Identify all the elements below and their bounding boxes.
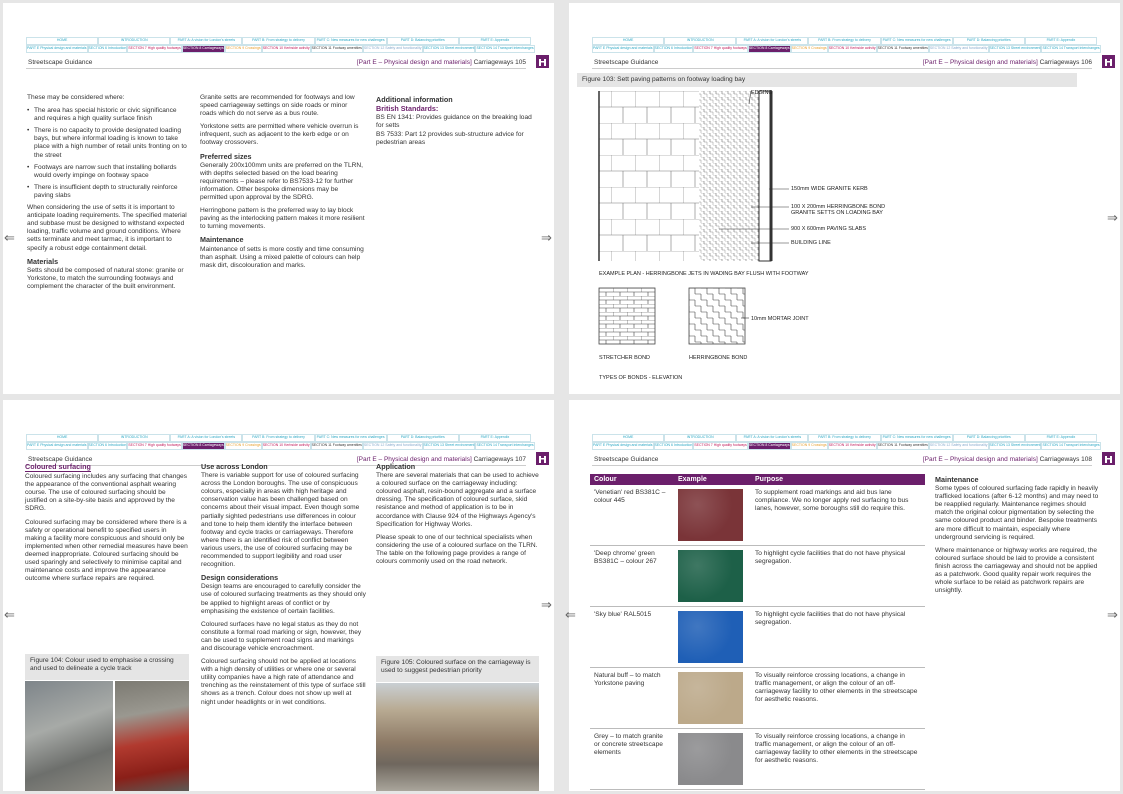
table-row: [590, 485, 925, 546]
crossing-photo: [25, 681, 113, 791]
body-text: Please speak to one of our technical specialists when considering the use of a coloured surface on the TLRN. The table on the following page provides a range of colours commonly used on the road network.: [376, 533, 538, 566]
nav-intro[interactable]: INTRODUCTION: [98, 37, 170, 45]
swatch: [678, 733, 743, 785]
table-row: [590, 668, 925, 729]
pedestrian-priority-photo: [376, 683, 539, 791]
cell-colour: 'Deep chrome' green BS381C – colour 267: [590, 546, 674, 607]
heading-application: Application: [376, 462, 416, 471]
nav-home[interactable]: HOME: [592, 37, 664, 45]
figure-104-caption: Figure 104: Colour used to emphasise a crossing and used to delineate a cycle track: [25, 654, 189, 680]
page-108: [565, 400, 1120, 791]
label-herringbone: HERRINGBONE BOND: [689, 355, 748, 361]
nav-part-e-physical[interactable]: PART E Physical design and materials: [26, 45, 88, 53]
label-building-line: BUILDING LINE: [791, 240, 831, 246]
prev-page-arrow-icon[interactable]: ⇐: [565, 607, 576, 622]
intro-text: These may be considered where:: [27, 94, 125, 101]
next-page-arrow-icon[interactable]: ⇒: [541, 597, 552, 612]
col-3: [376, 94, 541, 153]
bullet-list: [27, 107, 189, 200]
part-label: [Part E – Physical design and materials]: [356, 456, 472, 463]
plan-caption: EXAMPLE PLAN - HERRINGBONE JETS IN WADING BAY FLUSH WITH FOOTWAY: [599, 271, 809, 277]
nav-part-d[interactable]: PART D: Balancing priorities: [387, 434, 459, 442]
nav-section-14[interactable]: SECTION 14 Transport interchanges: [475, 45, 534, 53]
nav-part-a[interactable]: PART A: A vision for London's streets: [170, 434, 242, 442]
nav-section-11[interactable]: SECTION 11 Footway amenities: [877, 45, 929, 53]
cycle-track-photo: [115, 681, 189, 791]
cell-colour: Grey – to match granite or concrete streetscape elements: [590, 729, 674, 790]
label-mortar: 10mm MORTAR JOINT: [751, 316, 809, 322]
nav-section-12[interactable]: SECTION 12 Safety and functionality: [363, 442, 423, 450]
nav-part-d[interactable]: PART D: Balancing priorities: [953, 37, 1025, 45]
nav-part-a[interactable]: PART A: A vision for London's streets: [170, 37, 242, 45]
nav-part-e[interactable]: PART E: Appendix: [459, 434, 531, 442]
page-number: 106: [1081, 59, 1092, 66]
next-page-arrow-icon[interactable]: ⇒: [1107, 607, 1118, 622]
heading-materials: Materials: [27, 256, 59, 266]
nav-part-b[interactable]: PART B: From strategy to delivery: [242, 37, 314, 45]
nav-section-10[interactable]: SECTION 10 Kerbside activity: [262, 45, 311, 53]
cell-purpose: To visually reinforce crossing locations, a change in traffic management, or align the colour of an off-carriageway facility to other elements in the streetscape for aesthetic reasons.: [751, 668, 925, 729]
page-header: [592, 58, 1092, 69]
cell-colour: 'Sky blue' RAL5015: [590, 607, 674, 668]
nav-part-d[interactable]: PART D: Balancing priorities: [387, 37, 459, 45]
nav-section-6[interactable]: SECTION 6 Introduction: [88, 45, 128, 53]
nav-section-7[interactable]: SECTION 7 High quality footways: [693, 45, 748, 53]
col-maintenance: [935, 474, 1105, 600]
section-nav: [592, 37, 1100, 53]
table-row: [590, 607, 925, 668]
page-107: [3, 400, 554, 791]
section-label: Carriageways: [1039, 59, 1080, 66]
list-item: • There is insufficient depth to structurally reinforce paving slabs: [27, 184, 189, 200]
cell-colour: Natural buff – to match Yorkstone paving: [590, 668, 674, 729]
nav-part-c[interactable]: PART C: New measures for new challenges: [881, 434, 953, 442]
nav-part-e[interactable]: PART E: Appendix: [1025, 37, 1097, 45]
body-text: There is variable support for use of coloured surfacing across the London boroughs. The use of conspicuous colours, especially in areas with high heritage and conservation value has been challenged based on concerns about their visual impact. Even though some partially sighted pedestrians use differences in colour and tone to help them identify the interface between footway and cycle tracks or carriageways. Therefore where there is an identified risk of conflict between various users, the use of coloured surfacing may be recommended to support legibility and road user recognition.: [201, 472, 360, 569]
nav-intro[interactable]: INTRODUCTION: [664, 37, 736, 45]
col-3: [376, 461, 539, 571]
body-text: BS 7533: Part 12 provides sub-structure advice for pedestrian areas: [376, 131, 524, 147]
nav-section-13[interactable]: SECTION 13 Street environment: [423, 45, 476, 53]
nav-section-11[interactable]: SECTION 11 Footway amenities: [311, 45, 363, 53]
cell-purpose: To visually reinforce crossing locations, a change in traffic management, or align the colour of an off-carriageway facility to other elements in the streetscape for aesthetic reasons.: [751, 729, 925, 790]
nav-section-8[interactable]: SECTION 8 Carriageways: [748, 45, 791, 53]
list-item: • Footways are narrow such that installing bollards would overly impinge on footway space: [27, 164, 189, 180]
cell-purpose: To supplement road markings and aid bus lane compliance. We no longer apply red surfacing to bus lanes, however, some boroughs still do require this.: [751, 485, 925, 546]
label-stretcher: STRETCHER BOND: [599, 355, 651, 361]
body-text: Coloured surfacing may be considered where there is a safety or operational benefit to specified users in making a facility more conspicuous and should only be implemented when other remedial measures have been deemed inappropriate. Coloured surfacing should be used sparingly and selectively to minimise capital and maintenance costs and improve the appearance outcome where surface repairs are required.: [25, 518, 188, 583]
nav-part-a[interactable]: PART A: A vision for London's streets: [736, 434, 808, 442]
nav-section-8[interactable]: SECTION 8 Carriageways: [748, 442, 791, 450]
swatch: [678, 550, 743, 602]
body-text: Maintenance of setts is more costly and time consuming than asphalt. Using a mixed palette of colours can help mask dirt, discolouration and marks.: [200, 245, 364, 269]
nav-section-9[interactable]: SECTION 9 Crossings: [225, 45, 262, 53]
nav-section-14[interactable]: SECTION 14 Transport interchanges: [1041, 45, 1100, 53]
body-text: Yorkstone setts are permitted where vehicle overrun is infrequent, such as adjacent to the kerb edge or on footway crossovers.: [200, 123, 359, 147]
heading-design-considerations: Design considerations: [201, 573, 279, 583]
body-text: Coloured surfacing should not be applied at locations with a high density of utilities or where one or several utility companies have a high rate of attendance and trenching as the reinstatement of this type of surface still shows as a trench. Colour does not show up well at night under headlights or in wet conditions.: [201, 658, 366, 706]
nav-section-6[interactable]: SECTION 6 Introduction: [654, 442, 694, 450]
part-label: [Part E – Physical design and materials]: [356, 59, 472, 66]
cell-example: [674, 607, 751, 668]
doc-title: Streetscape Guidance: [594, 59, 659, 66]
cell-example: [674, 485, 751, 546]
nav-part-e[interactable]: PART E: Appendix: [459, 37, 531, 45]
section-nav: [592, 434, 1100, 450]
next-page-arrow-icon[interactable]: ⇒: [1107, 210, 1118, 225]
tfl-logo-icon: [536, 55, 549, 68]
nav-section-8[interactable]: SECTION 8 Carriageways: [182, 45, 225, 53]
nav-part-b[interactable]: PART B: From strategy to delivery: [808, 37, 880, 45]
swatch: [678, 489, 743, 541]
nav-intro[interactable]: INTRODUCTION: [98, 434, 170, 442]
page-header: [592, 455, 1092, 466]
body-text: There are several materials that can be used to achieve a coloured surface on the carriageway including: coloured asphalt, resin-bound aggregate and a surface dressing. The specification of coloured surface, skid resistance and method of application is to be in accordance with Clause 924 of the Highways Agency's Specification for Highway Works.: [376, 472, 539, 528]
figure-105-caption: Figure 105: Coloured surface on the carriageway is used to suggest pedestrian priority: [376, 656, 539, 682]
section-label: Carriageways: [473, 59, 514, 66]
nav-section-12[interactable]: SECTION 12 Safety and functionality: [929, 442, 989, 450]
body-text: Some types of coloured surfacing fade rapidly in heavily trafficked locations (after 6-12 months) and may need to be reapplied regularly. Maintenance regimes should match the original colour pigmentation by selecting the same coloured product and binder. Bespoke treatments are more difficult to maintain, especially where underground servicing is required.: [935, 485, 1099, 541]
nav-section-10[interactable]: SECTION 10 Kerbside activity: [828, 45, 877, 53]
nav-section-7[interactable]: SECTION 7 High quality footways: [127, 442, 182, 450]
leader-lines: [709, 89, 899, 249]
cell-purpose: To highlight cycle facilities that do not have physical segregation.: [751, 607, 925, 668]
nav-part-a[interactable]: PART A: A vision for London's streets: [736, 37, 808, 45]
body-text: Coloured surfacing includes any surfacing that changes the appearance of the conventional asphalt wearing course. The use of coloured surfacing should be justified on a site-by-site basis and approved by the SDRG.: [25, 473, 188, 513]
heading-additional-info: Additional information: [376, 95, 453, 104]
nav-section-9[interactable]: SECTION 9 Crossings: [791, 442, 828, 450]
nav-section-9[interactable]: SECTION 9 Crossings: [791, 45, 828, 53]
nav-section-6[interactable]: SECTION 6 Introduction: [88, 442, 128, 450]
nav-section-10[interactable]: SECTION 10 Kerbside activity: [262, 442, 311, 450]
swatch: [678, 672, 743, 724]
col-2: [200, 94, 365, 275]
table-row: [590, 546, 925, 607]
nav-section-11[interactable]: SECTION 11 Footway amenities: [877, 442, 929, 450]
body-text: Design teams are encouraged to carefully consider the use of coloured surfacing treatments as they should only be applied to highlight areas of conflict or by emphasising the existence of certain facilities.: [201, 583, 366, 615]
heading-british-standards: British Standards:: [376, 104, 439, 114]
nav-section-8[interactable]: SECTION 8 Carriageways: [182, 442, 225, 450]
nav-part-c[interactable]: PART C: New measures for new challenges: [315, 37, 387, 45]
heading-coloured-surfacing: Coloured surfacing: [25, 462, 91, 471]
heading-use-across-london: Use across London: [201, 462, 268, 471]
body-text: Herringbone pattern is the preferred way to lay block paving as the interlocking pattern makes it more resilient to turning movements.: [200, 207, 365, 231]
body-text: Coloured surfaces have no legal status as they do not constitute a formal road marking or sign, however, they can be used to supplement road signs and markings and discourage vehicle encroachment.: [201, 620, 362, 652]
prev-page-arrow-icon[interactable]: ⇐: [4, 230, 15, 245]
nav-section-13[interactable]: SECTION 13 Street environment: [423, 442, 476, 450]
label-setts-2: GRANITE SETTS ON LOADING BAY: [791, 210, 883, 216]
nav-section-9[interactable]: SECTION 9 Crossings: [225, 442, 262, 450]
nav-part-e-physical[interactable]: PART E Physical design and materials: [592, 442, 654, 450]
colour-table: [590, 474, 925, 790]
page-number: 108: [1081, 456, 1092, 463]
page-number: 107: [515, 456, 526, 463]
label-slabs: 900 X 600mm PAVING SLABS: [791, 226, 866, 232]
body-text: Setts should be composed of natural stone: granite or Yorkstone, to match the surrounding footways and complement the character of the built environment.: [27, 266, 184, 290]
label-kerb: 150mm WIDE GRANITE KERB: [791, 186, 868, 192]
nav-section-14[interactable]: SECTION 14 Transport interchanges: [1041, 442, 1100, 450]
nav-section-12[interactable]: SECTION 12 Safety and functionality: [929, 45, 989, 53]
nav-home[interactable]: HOME: [26, 434, 98, 442]
cell-example: [674, 729, 751, 790]
part-label: [Part E – Physical design and materials]: [922, 59, 1038, 66]
nav-home[interactable]: HOME: [26, 37, 98, 45]
col-1: [25, 461, 189, 588]
nav-intro[interactable]: INTRODUCTION: [664, 434, 736, 442]
doc-title: Streetscape Guidance: [594, 456, 659, 463]
nav-part-e-physical[interactable]: PART E Physical design and materials: [26, 442, 88, 450]
figure-103-caption: Figure 103: Sett paving patterns on footway loading bay: [577, 73, 1077, 87]
next-page-arrow-icon[interactable]: ⇒: [541, 230, 552, 245]
heading-sizes: Preferred sizes: [200, 151, 252, 161]
prev-page-arrow-icon[interactable]: ⇐: [4, 607, 15, 622]
paving-slabs: [599, 91, 699, 261]
cell-example: [674, 668, 751, 729]
nav-home[interactable]: HOME: [592, 434, 664, 442]
page-heading: [923, 58, 1092, 67]
section-nav: [26, 37, 534, 53]
body-text: Granite setts are recommended for footways and low speed carriageway settings on side roads or minor roads which do not serve as a bus route.: [200, 94, 355, 118]
label-setts-1: 100 X 200mm HERRINGBONE BOND: [791, 204, 886, 210]
heading-maintenance: Maintenance: [200, 235, 244, 245]
doc-title: Streetscape Guidance: [28, 59, 93, 66]
herringbone-bond-drawing: [689, 288, 749, 350]
nav-part-d[interactable]: PART D: Balancing priorities: [953, 434, 1025, 442]
cell-example: [674, 546, 751, 607]
doc-title: Streetscape Guidance: [28, 456, 93, 463]
page-header: [26, 58, 526, 69]
col-1: [27, 94, 189, 296]
nav-part-b[interactable]: PART B: From strategy to delivery: [808, 434, 880, 442]
label-edging: EDGING: [751, 90, 773, 96]
list-item: • There is no capacity to provide designated loading bays, but where informal loading is known to take place with a high number of retail units fronting on to the street: [27, 127, 189, 159]
page-heading: [923, 455, 1092, 464]
nav-part-c[interactable]: PART C: New measures for new challenges: [881, 37, 953, 45]
nav-section-11[interactable]: SECTION 11 Footway amenities: [311, 442, 363, 450]
swatch: [678, 611, 743, 663]
nav-section-13[interactable]: SECTION 13 Street environment: [989, 45, 1042, 53]
nav-part-b[interactable]: PART B: From strategy to delivery: [242, 434, 314, 442]
nav-part-e-physical[interactable]: PART E Physical design and materials: [592, 45, 654, 53]
nav-section-10[interactable]: SECTION 10 Kerbside activity: [828, 442, 877, 450]
stretcher-bond-drawing: [599, 288, 659, 350]
page-number: 105: [515, 59, 526, 66]
nav-section-7[interactable]: SECTION 7 High quality footways: [693, 442, 748, 450]
nav-section-12[interactable]: SECTION 12 Safety and functionality: [363, 45, 423, 53]
page-105: [3, 3, 554, 394]
table-row: [590, 729, 925, 790]
col-2: [201, 461, 366, 712]
page-106: [569, 3, 1120, 394]
section-nav: [26, 434, 534, 450]
section-label: Carriageways: [1039, 456, 1080, 463]
body-text: Generally 200x100mm units are preferred on the TLRN, with depths selected based on the load bearing requirements – please refer to BS7533-12 for further information. Other bespoke dimensions may be permitted upon approval by the SDRG.: [200, 161, 363, 202]
nav-section-14[interactable]: SECTION 14 Transport interchanges: [475, 442, 534, 450]
part-label: [Part E – Physical design and materials]: [922, 456, 1038, 463]
body-text: BS EN 1341: Provides guidance on the breaking load for setts: [376, 114, 532, 130]
bonds-caption: TYPES OF BONDS - ELEVATION: [599, 375, 683, 381]
th-purpose: Purpose: [751, 474, 925, 485]
section-label: Carriageways: [473, 456, 514, 463]
heading-maintenance: Maintenance: [935, 475, 979, 484]
th-example: Example: [674, 474, 751, 485]
cell-purpose: To highlight cycle facilities that do not have physical segregation.: [751, 546, 925, 607]
nav-section-7[interactable]: SECTION 7 High quality footways: [127, 45, 182, 53]
tfl-logo-icon: [1102, 452, 1115, 465]
list-item: • The area has special historic or civic significance and requires a high quality surface finish: [27, 107, 189, 123]
nav-section-13[interactable]: SECTION 13 Street environment: [989, 442, 1042, 450]
page-heading: [357, 58, 526, 67]
nav-part-c[interactable]: PART C: New measures for new challenges: [315, 434, 387, 442]
nav-section-6[interactable]: SECTION 6 Introduction: [654, 45, 694, 53]
body-text: Where maintenance or highway works are required, the coloured surface should be laid to provide a consistent finish across the carriageway and should not be applied as a patchwork. Good quality repair work requires the whole surface to be relaid as patchwork repairs are unsightly.: [935, 546, 1098, 595]
tfl-logo-icon: [1102, 55, 1115, 68]
th-colour: Colour: [590, 474, 674, 485]
body-text: When considering the use of setts it is important to anticipate loading requirements. The specified material and subbase must be designed to withstand expected loading, traffic volume and ground conditions. Where setts terminate and meet tarmac, it is important to specify a robust edge containment detail.: [27, 204, 187, 252]
nav-part-e[interactable]: PART E: Appendix: [1025, 434, 1097, 442]
cell-colour: 'Venetian' red BS381C – colour 445: [590, 485, 674, 546]
